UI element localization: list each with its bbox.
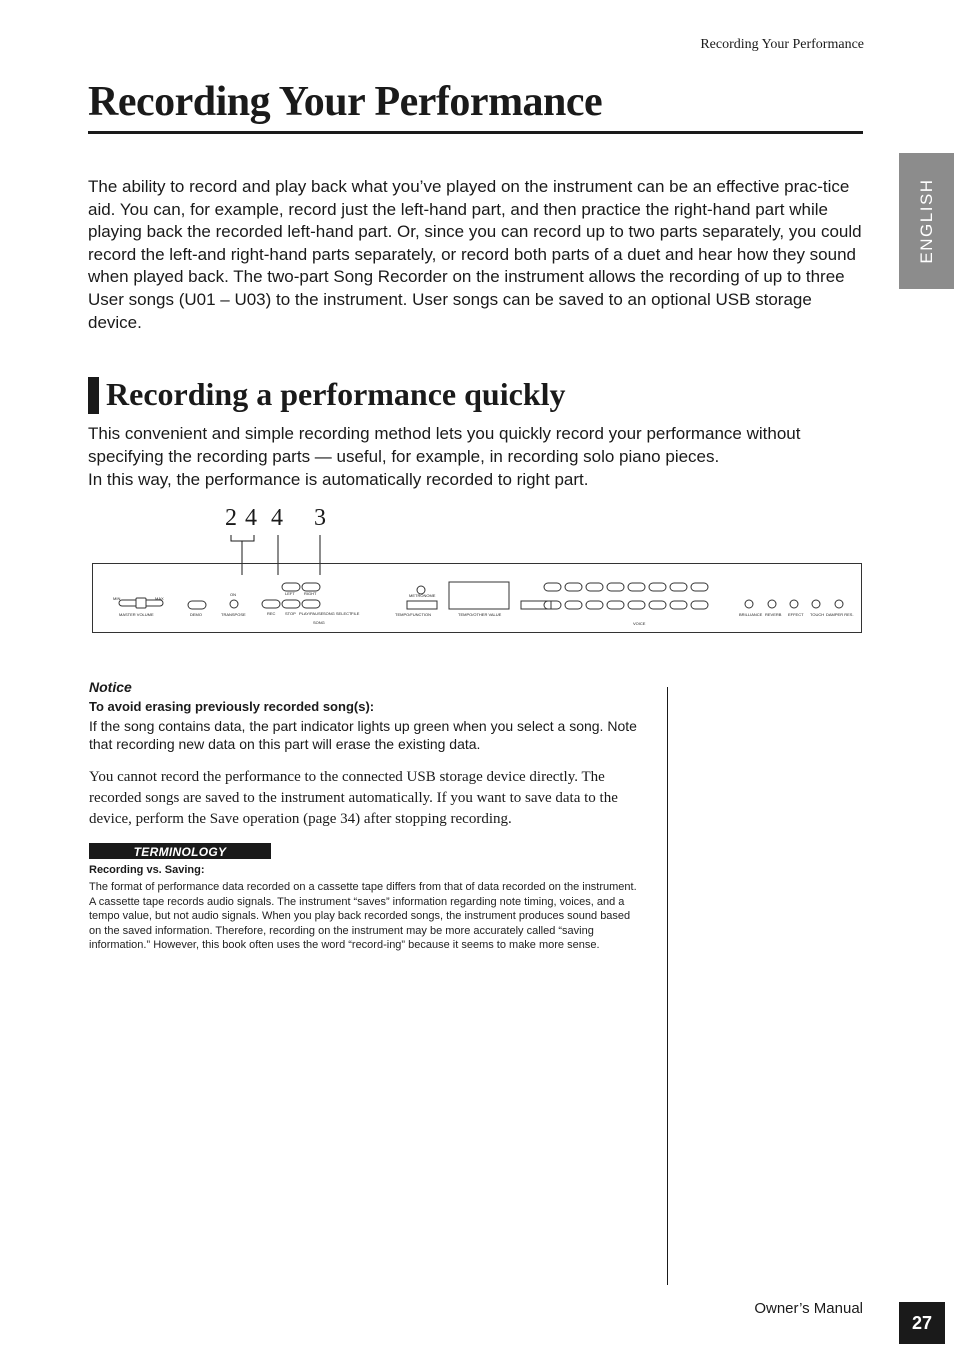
right-part-button bbox=[302, 583, 320, 591]
volume-max-label: MAX bbox=[155, 596, 164, 601]
song-section bbox=[262, 583, 360, 625]
metronome-label: METRONOME bbox=[409, 593, 436, 598]
transpose-on-label: ON bbox=[230, 592, 236, 597]
left-part-button bbox=[282, 583, 300, 591]
callout-step: 2 bbox=[225, 505, 237, 531]
voice-label: VOICE bbox=[633, 621, 646, 626]
footer-label: Owner’s Manual bbox=[754, 1300, 863, 1317]
value-arrows bbox=[521, 601, 551, 609]
notice-heading: Notice bbox=[89, 679, 132, 695]
display-window bbox=[449, 582, 509, 609]
terminology-subheading: Recording vs. Saving: bbox=[89, 864, 205, 876]
voice-buttons bbox=[544, 583, 708, 609]
song-label: SONG bbox=[313, 620, 325, 625]
tempo-arrows bbox=[407, 601, 437, 609]
control-panel-diagram bbox=[92, 563, 862, 633]
effect-label: EFFECT bbox=[788, 612, 804, 617]
left-label: LEFT bbox=[285, 591, 295, 596]
title-rule bbox=[88, 131, 863, 134]
brilliance-label: BRILLIANCE bbox=[739, 612, 763, 617]
language-tab-label: ENGLISH bbox=[916, 178, 936, 264]
section-marker bbox=[88, 377, 99, 414]
callout-step: 4 bbox=[271, 505, 283, 531]
page-number: 27 bbox=[899, 1302, 945, 1344]
terminology-banner bbox=[89, 843, 271, 859]
running-head: Recording Your Performance bbox=[700, 37, 864, 52]
demo-button bbox=[188, 601, 206, 609]
callout-step: 4 bbox=[245, 505, 257, 531]
song-select-label: SONG SELECT bbox=[323, 611, 352, 616]
play-pause-button bbox=[302, 600, 320, 608]
notice-subheading: To avoid erasing previously recorded song(s): bbox=[89, 699, 375, 714]
tempo-function-label: TEMPO/FUNCTION bbox=[395, 612, 431, 617]
section-body-line-2: In this way, the performance is automatically recorded to right part. bbox=[88, 470, 589, 489]
language-tab bbox=[899, 153, 954, 289]
touch-label: TOUCH bbox=[810, 612, 825, 617]
demo-label: DEMO bbox=[190, 612, 202, 617]
right-label: RIGHT bbox=[304, 591, 317, 596]
terminology-body: The format of performance data recorded on a cassette tape differs from that of data recorded on the instrument. A cassette tape records audio signals. The instrument “saves” information regarding note timing, voices, and a tempo value, but not audio signals. When you play back recorded songs, the instrument produces sound based on the saved information. Therefore, recording on the instrument may be more accurately called “saving information.” However, this book often uses the word “record-ing” because it seems to make more sense. bbox=[89, 881, 637, 951]
damper-label: DAMPER RES. bbox=[826, 612, 854, 617]
file-label: FILE bbox=[351, 611, 360, 616]
section-body bbox=[88, 422, 864, 491]
stop-label: STOP bbox=[285, 611, 296, 616]
intro-paragraph: The ability to record and play back what you’ve played on the instrument can be an effective prac-tice aid. You can, for example, record just the left-hand part, and then practice the right-hand part while playing back the recorded left-hand part. Or, since you can record up to two parts separately, you could record the left-and right-hand parts separately, or record both parts of a duet and hear how they sound when played back. The two-part Song Recorder on the instrument allows the recording of up to three User songs (U01 – U03) to the instrument. User songs can be saved to an optional USB storage device. bbox=[88, 177, 862, 332]
transpose-label: TRANSPOSE bbox=[221, 612, 246, 617]
play-pause-label: PLAY/PAUSE bbox=[299, 611, 324, 616]
reverb-label: REVERB bbox=[765, 612, 782, 617]
transpose-button bbox=[230, 600, 238, 608]
notice-body: If the song contains data, the part indicator lights up green when you select a song. Note that recording new data on this part will erase the existing data. bbox=[89, 718, 637, 752]
callout-step: 3 bbox=[314, 505, 326, 531]
volume-slider bbox=[113, 596, 164, 617]
usb-note: You cannot record the performance to the connected USB storage device directly. The recorded songs are saved to the instrument automatically. If you want to save data to the device, perform the Save operation (page 34) after stopping recording. bbox=[89, 769, 618, 827]
column-divider bbox=[667, 687, 668, 1285]
effect-buttons bbox=[745, 600, 843, 608]
rec-label: REC bbox=[267, 611, 276, 616]
terminology-label: TERMINOLOGY bbox=[133, 845, 227, 859]
volume-min-label: MIN bbox=[113, 596, 121, 601]
page-title: Recording Your Performance bbox=[88, 79, 603, 125]
tempo-value-label: TEMPO/OTHER VALUE bbox=[458, 612, 502, 617]
section-body-line-1: This convenient and simple recording method lets you quickly record your performance without specifying the recording parts — useful, for example, in recording solo piano pieces. bbox=[88, 424, 801, 466]
volume-label: MASTER VOLUME bbox=[119, 612, 154, 617]
section-title: Recording a performance quickly bbox=[106, 376, 566, 412]
stop-button bbox=[282, 600, 300, 608]
tempo-section bbox=[395, 586, 437, 617]
rec-button bbox=[262, 600, 280, 608]
